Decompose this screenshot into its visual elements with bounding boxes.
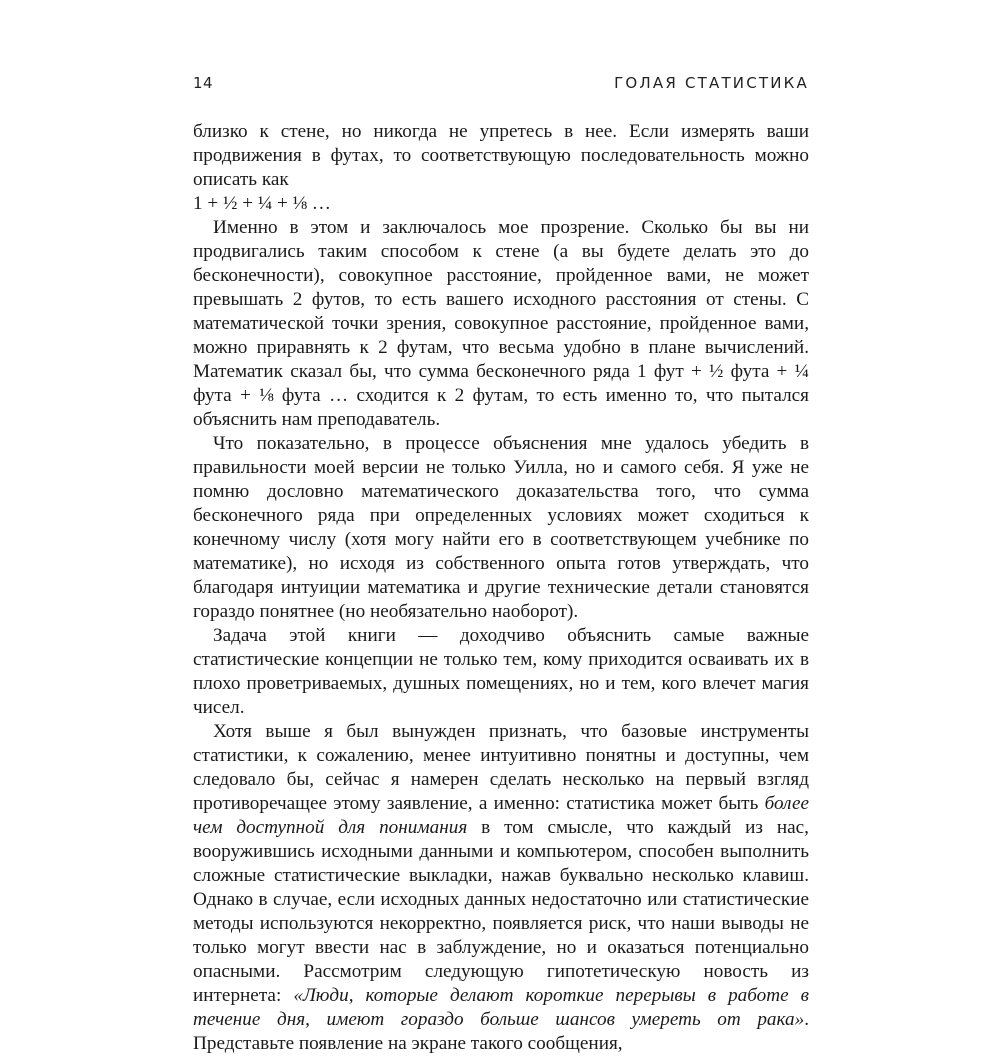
paragraph-5-part-2: в том смысле, что каждый из нас, вооружившись исходными данными и компьютером, способен выполнить сложные статистические выкладки, нажав буквально несколько клавиш. Однако в случае, если исходных данных недостаточно или статистические методы используются некорректно, появляется риск, что наши выводы не только могут ввести нас в заблуждение, но и оказаться потенциально опасными. Рассмотрим следующую гипотетическую новость из интернета: (193, 817, 809, 1006)
paragraph-5-part-3: . Представьте появление на экране такого сообщения, (193, 1009, 809, 1054)
page-number: 14 (193, 74, 214, 92)
running-head: ГОЛАЯ СТАТИСТИКА (614, 74, 809, 92)
paragraph-2: Именно в этом и заключалось мое прозрение. Сколько бы вы ни продвигались таким способом к стене (а вы будете делать это до бесконечности), совокупное расстояние, пройденное вами, не может превышать 2 футов, то есть вашего исходного расстояния от стены. С математической точки зрения, совокупное расстояние, пройденное вами, можно приравнять к 2 футам, что весьма удобно в плане вычислений. Математик сказал бы, что сумма бесконечного ряда 1 фут + ½ фута + ¼ фута + ⅛ фута … сходится к 2 футам, то есть именно то, что пытался объяснить нам преподаватель. (193, 217, 809, 430)
paragraph-5-part-1: Хотя выше я был вынужден признать, что базовые инструменты статистики, к сожалению, менее интуитивно понятны и доступны, чем следовало бы, сейчас я намерен сделать несколько на первый взгляд противоречащее этому заявление, а именно: статистика может быть (193, 721, 809, 814)
body-text (193, 120, 809, 1056)
paragraph-5 (193, 720, 809, 1056)
paragraph-4: Задача этой книги — доходчиво объяснить самые важные статистические концепции не только тем, кому приходится осваивать их в плохо проветриваемых, душных помещениях, но и тем, кого влечет магия чисел. (193, 625, 809, 718)
paragraph-1-text: близко к стене, но никогда не упретесь в нее. Если измерять ваши продвижения в футах, то соответствующую последовательность можно описать как (193, 121, 809, 190)
paragraph-3: Что показательно, в процессе объяснения мне удалось убедить в правильности моей версии не только Уилла, но и самого себя. Я уже не помню дословно математического доказательства того, что сумма бесконечного ряда при определенных условиях может сходиться к конечному числу (хотя могу найти его в соответствующем учебнике по математике), но исходя из собственного опыта готов утверждать, что благодаря интуиции математика и другие технические детали становятся гораздо понятнее (но необязательно наоборот). (193, 433, 809, 622)
paragraph-1 (193, 120, 809, 216)
series-sequence: 1 + ½ + ¼ + ⅛ … (193, 193, 331, 214)
italic-news-quote: «Люди, которые делают короткие перерывы в работе в течение дня, имеют гораздо больше шансов умереть от рака» (193, 985, 809, 1030)
italic-phrase-understanding: более чем доступной для понимания (193, 793, 809, 838)
